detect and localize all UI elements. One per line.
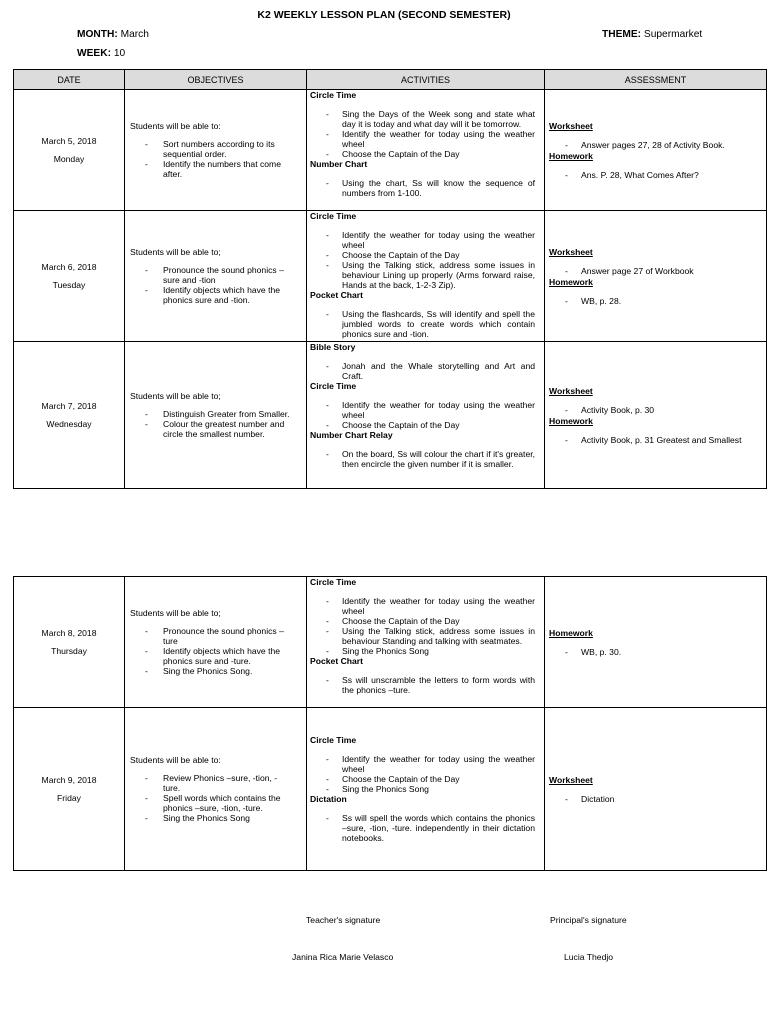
activity-section-heading: Pocket Chart xyxy=(310,290,364,300)
spacer xyxy=(545,427,766,435)
theme-value: Supermarket xyxy=(643,29,703,40)
lesson-table-page-2 xyxy=(13,576,767,871)
objectives-list xyxy=(125,139,306,179)
activity-list xyxy=(310,178,544,198)
date-cell xyxy=(14,577,125,708)
activity-item: - Using the flashcards, Ss will identify and spell the jumbled words to create words which contain phonics sure and -tion. xyxy=(310,309,544,339)
activities-cell xyxy=(307,211,545,342)
date-cell xyxy=(14,708,125,871)
activities-cell xyxy=(307,342,545,489)
lesson-day: Wednesday xyxy=(46,419,92,429)
activity-item: - Choose the Captain of the Day xyxy=(310,616,544,626)
lesson-date: March 6, 2018 xyxy=(41,262,97,272)
spacer xyxy=(310,222,544,230)
spacer xyxy=(545,639,766,647)
week-label: WEEK: xyxy=(77,48,111,59)
assessment-cell xyxy=(545,708,767,871)
activity-item: - Identify the weather for today using the weather wheel xyxy=(310,230,544,250)
activities-cell xyxy=(307,577,545,708)
objectives-list xyxy=(125,409,306,439)
spacer xyxy=(545,132,766,140)
teacher-signature-label: Teacher's signature xyxy=(306,915,381,925)
table-row xyxy=(14,577,767,708)
activity-list xyxy=(310,309,544,339)
activity-list xyxy=(310,449,544,469)
assessment-heading: Worksheet xyxy=(549,386,593,396)
assessment-item: - Answer page 27 of Workbook xyxy=(545,266,766,276)
activity-section-heading: Number Chart Relay xyxy=(310,430,393,440)
activity-item: - Identify the weather for today using the weather wheel xyxy=(310,400,544,420)
activity-section-heading: Circle Time xyxy=(310,735,357,745)
week-line xyxy=(77,48,125,59)
activity-item: - Jonah and the Whale storytelling and Art and Craft. xyxy=(310,361,544,381)
spacer xyxy=(545,786,766,794)
objectives-list xyxy=(125,773,306,823)
activity-list xyxy=(310,361,544,381)
activities-column-header: ACTIVITIES xyxy=(307,70,545,90)
spacer xyxy=(310,441,544,449)
lesson-day: Thursday xyxy=(51,646,87,656)
activity-item: - Choose the Captain of the Day xyxy=(310,420,544,430)
lesson-table-page-1 xyxy=(13,69,767,489)
objective-item: - Review Phonics –sure, -tion, -ture. xyxy=(125,773,306,793)
activities-cell xyxy=(307,90,545,211)
activity-item: - Using the chart, Ss will know the sequence of numbers from 1-100. xyxy=(310,178,544,198)
objectives-cell xyxy=(125,211,307,342)
table-row xyxy=(14,342,767,489)
principal-name: Lucia Thedjo xyxy=(564,952,614,962)
activity-list xyxy=(310,596,544,656)
objectives-cell xyxy=(125,708,307,871)
spacer xyxy=(310,667,544,675)
assessment-list xyxy=(545,266,766,276)
theme-label: THEME: xyxy=(602,29,642,40)
assessment-item: - Ans. P. 28, What Comes After? xyxy=(545,170,766,180)
assessment-cell xyxy=(545,90,767,211)
activity-list xyxy=(310,754,544,794)
activity-item: - Identify the weather for today using the weather wheel xyxy=(310,129,544,149)
assessment-item: - Dictation xyxy=(545,794,766,804)
objective-item: - Pronounce the sound phonics – ture xyxy=(125,626,306,646)
spacer xyxy=(310,353,544,361)
activity-section-heading: Circle Time xyxy=(310,90,357,100)
table-row xyxy=(14,90,767,211)
activity-item: - Using the Talking stick, address some issues in behaviour Standing and talking with seatmates. xyxy=(310,626,544,646)
week-value: 10 xyxy=(113,48,126,59)
activity-item: - Identify the weather for today using the weather wheel xyxy=(310,754,544,774)
lesson-date: March 8, 2018 xyxy=(41,628,97,638)
objectives-intro: Students will be able to; xyxy=(130,247,221,257)
assessment-heading: Worksheet xyxy=(549,121,593,131)
assessment-item: - Activity Book, p. 31 Greatest and Smallest xyxy=(545,435,766,445)
spacer xyxy=(310,746,544,754)
lesson-date: March 5, 2018 xyxy=(41,136,97,146)
assessment-list xyxy=(545,170,766,180)
objective-item: - Sing the Phonics Song. xyxy=(125,666,306,676)
objectives-intro: Students will be able to: xyxy=(130,121,221,131)
table-header-row xyxy=(14,70,767,90)
lesson-day: Tuesday xyxy=(52,280,86,290)
assessment-item: - WB, p. 28. xyxy=(545,296,766,306)
activity-section-heading: Number Chart xyxy=(310,159,368,169)
objectives-column-header: OBJECTIVES xyxy=(125,70,307,90)
assessment-item: - Answer pages 27, 28 of Activity Book. xyxy=(545,140,766,150)
objective-item: - Identify the numbers that come after. xyxy=(125,159,306,179)
month-value: March xyxy=(120,29,149,40)
activity-item: - Sing the Days of the Week song and state what day it is today and what day will it be tomorrow. xyxy=(310,109,544,129)
assessment-heading: Homework xyxy=(549,277,593,287)
activity-section-heading: Circle Time xyxy=(310,577,357,587)
activity-item: - Sing the Phonics Song xyxy=(310,646,544,656)
assessment-list xyxy=(545,140,766,150)
activities-cell xyxy=(307,708,545,871)
activity-list xyxy=(310,400,544,430)
lesson-day: Friday xyxy=(57,793,81,803)
teacher-name: Janina Rica Marie Velasco xyxy=(292,952,394,962)
objective-item: - Sort numbers according to its sequential order. xyxy=(125,139,306,159)
activity-item: - Identify the weather for today using the weather wheel xyxy=(310,596,544,616)
assessment-column-header: ASSESSMENT xyxy=(545,70,767,90)
spacer xyxy=(310,392,544,400)
assessment-heading: Homework xyxy=(549,416,593,426)
assessment-heading: Homework xyxy=(549,151,593,161)
activity-item: - Choose the Captain of the Day xyxy=(310,774,544,784)
activity-item: - Choose the Captain of the Day xyxy=(310,149,544,159)
objective-item: - Sing the Phonics Song xyxy=(125,813,306,823)
objectives-intro: Students will be able to; xyxy=(130,391,221,401)
assessment-heading: Worksheet xyxy=(549,775,593,785)
objectives-cell xyxy=(125,90,307,211)
spacer xyxy=(545,397,766,405)
date-cell xyxy=(14,342,125,489)
objective-item: - Identify objects which have the phonics sure and -tion. xyxy=(125,285,306,305)
lesson-date: March 9, 2018 xyxy=(41,775,97,785)
spacer xyxy=(310,805,544,813)
objectives-cell xyxy=(125,342,307,489)
activity-section-heading: Bible Story xyxy=(310,342,356,352)
date-cell xyxy=(14,211,125,342)
assessment-cell xyxy=(545,211,767,342)
assessment-item: - WB, p. 30. xyxy=(545,647,766,657)
activity-section-heading: Dictation xyxy=(310,794,347,804)
activity-item: - Using the Talking stick, address some issues in behaviour Lining up properly (Arms forward raise, Hands at the back, 1-2-3 Zip). xyxy=(310,260,544,290)
date-cell xyxy=(14,90,125,211)
assessment-list xyxy=(545,405,766,415)
month-line xyxy=(77,29,149,40)
objectives-intro: Students will be able to: xyxy=(130,755,221,765)
objective-item: - Distinguish Greater from Smaller. xyxy=(125,409,306,419)
table-row xyxy=(14,211,767,342)
table-row xyxy=(14,708,767,871)
activity-section-heading: Pocket Chart xyxy=(310,656,364,666)
objective-item: - Spell words which contains the phonics –sure, -tion, -ture. xyxy=(125,793,306,813)
spacer xyxy=(310,170,544,178)
date-column-header: DATE xyxy=(14,70,125,90)
objective-item: - Pronounce the sound phonics – sure and -tion xyxy=(125,265,306,285)
objective-item: - Identify objects which have the phonics sure and -ture. xyxy=(125,646,306,666)
objectives-cell xyxy=(125,577,307,708)
activity-section-heading: Circle Time xyxy=(310,381,357,391)
lesson-day: Monday xyxy=(53,154,85,164)
activity-list xyxy=(310,230,544,290)
assessment-heading: Worksheet xyxy=(549,247,593,257)
spacer xyxy=(310,101,544,109)
activity-list xyxy=(310,109,544,159)
activity-list xyxy=(310,675,544,695)
assessment-item: - Activity Book, p. 30 xyxy=(545,405,766,415)
objectives-intro: Students will be able to; xyxy=(130,608,221,618)
spacer xyxy=(310,588,544,596)
spacer xyxy=(545,258,766,266)
activity-item: - On the board, Ss will colour the chart if it's greater, then encircle the given number if it is smaller. xyxy=(310,449,544,469)
objective-item: - Colour the greatest number and circle the smallest number. xyxy=(125,419,306,439)
activity-item: - Sing the Phonics Song xyxy=(310,784,544,794)
assessment-list xyxy=(545,647,766,657)
objectives-list xyxy=(125,626,306,676)
spacer xyxy=(545,288,766,296)
lesson-date: March 7, 2018 xyxy=(41,401,97,411)
spacer xyxy=(310,301,544,309)
objectives-list xyxy=(125,265,306,305)
principal-signature-label: Principal's signature xyxy=(550,915,627,925)
activity-item: - Ss will spell the words which contains the phonics –sure, -tion, -ture. independently in their dictation notebooks. xyxy=(310,813,544,843)
spacer xyxy=(545,162,766,170)
assessment-list xyxy=(545,435,766,445)
month-label: MONTH: xyxy=(77,29,118,40)
assessment-list xyxy=(545,296,766,306)
assessment-cell xyxy=(545,342,767,489)
document-title: K2 WEEKLY LESSON PLAN (SECOND SEMESTER) xyxy=(257,9,511,21)
assessment-list xyxy=(545,794,766,804)
activity-item: - Ss will unscramble the letters to form words with the phonics –ture. xyxy=(310,675,544,695)
activity-section-heading: Circle Time xyxy=(310,211,357,221)
assessment-heading: Homework xyxy=(549,628,593,638)
activity-list xyxy=(310,813,544,843)
theme-line xyxy=(602,29,702,40)
assessment-cell xyxy=(545,577,767,708)
activity-item: - Choose the Captain of the Day xyxy=(310,250,544,260)
